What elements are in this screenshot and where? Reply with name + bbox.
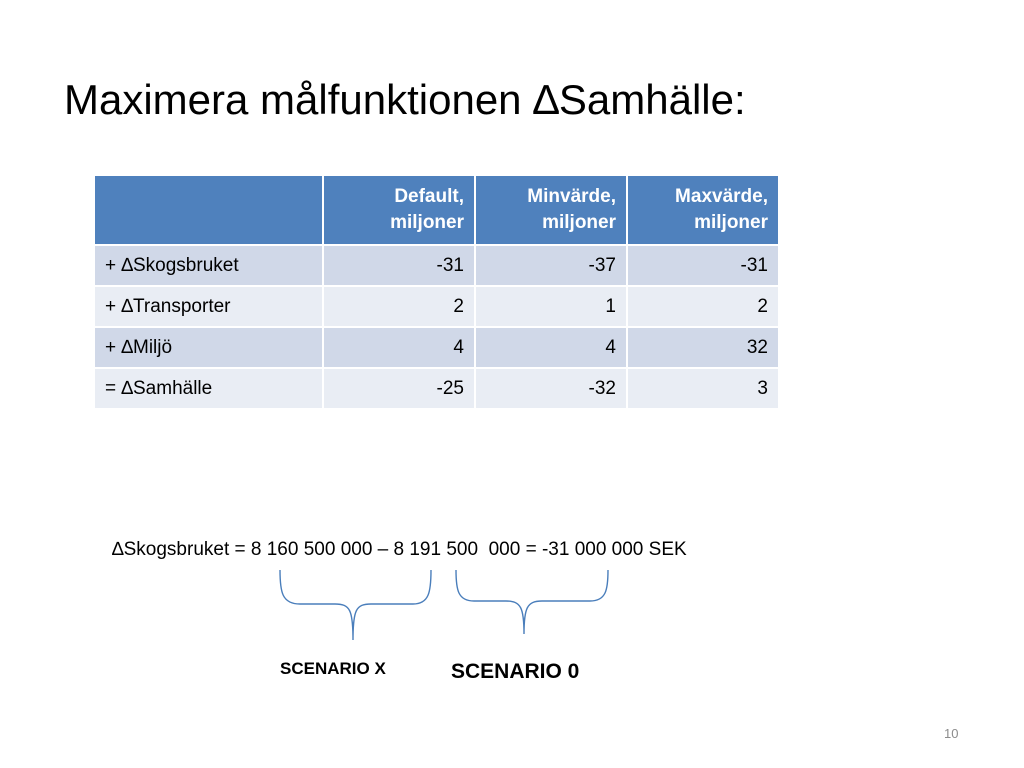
cell-min: 4	[475, 327, 627, 368]
cell-default: -25	[323, 368, 475, 409]
header-default: Default, miljoner	[323, 175, 475, 245]
header-empty	[94, 175, 323, 245]
equation-text: ∆Skogsbruket = 8 160 500 000 – 8 191 500 000 = -31 000 000 SEK	[112, 539, 687, 560]
cell-max: 32	[627, 327, 779, 368]
header-min: Minvärde, miljoner	[475, 175, 627, 245]
table-row	[94, 327, 779, 368]
row-label: + ∆Miljö	[94, 327, 323, 368]
cell-min: -32	[475, 368, 627, 409]
table-header-row	[94, 175, 779, 245]
header-max: Maxvärde, miljoner	[627, 175, 779, 245]
cell-default: 2	[323, 286, 475, 327]
cell-min: -37	[475, 245, 627, 286]
cell-max: -31	[627, 245, 779, 286]
cell-default: -31	[323, 245, 475, 286]
results-table	[93, 174, 780, 410]
table-row	[94, 245, 779, 286]
brace-scenario-x	[280, 570, 431, 640]
scenario-x-label: SCENARIO X	[280, 659, 386, 678]
row-label: + ∆Transporter	[94, 286, 323, 327]
cell-default: 4	[323, 327, 475, 368]
row-label: = ∆Samhälle	[94, 368, 323, 409]
scenario-0-label: SCENARIO 0	[451, 660, 580, 683]
page-number: 10	[944, 726, 959, 741]
cell-max: 3	[627, 368, 779, 409]
row-label: + ∆Skogsbruket	[94, 245, 323, 286]
table-row	[94, 368, 779, 409]
brace-scenario-0	[456, 570, 608, 634]
slide-title: Maximera målfunktionen ∆Samhälle:	[64, 76, 746, 123]
cell-max: 2	[627, 286, 779, 327]
cell-min: 1	[475, 286, 627, 327]
table-row	[94, 286, 779, 327]
